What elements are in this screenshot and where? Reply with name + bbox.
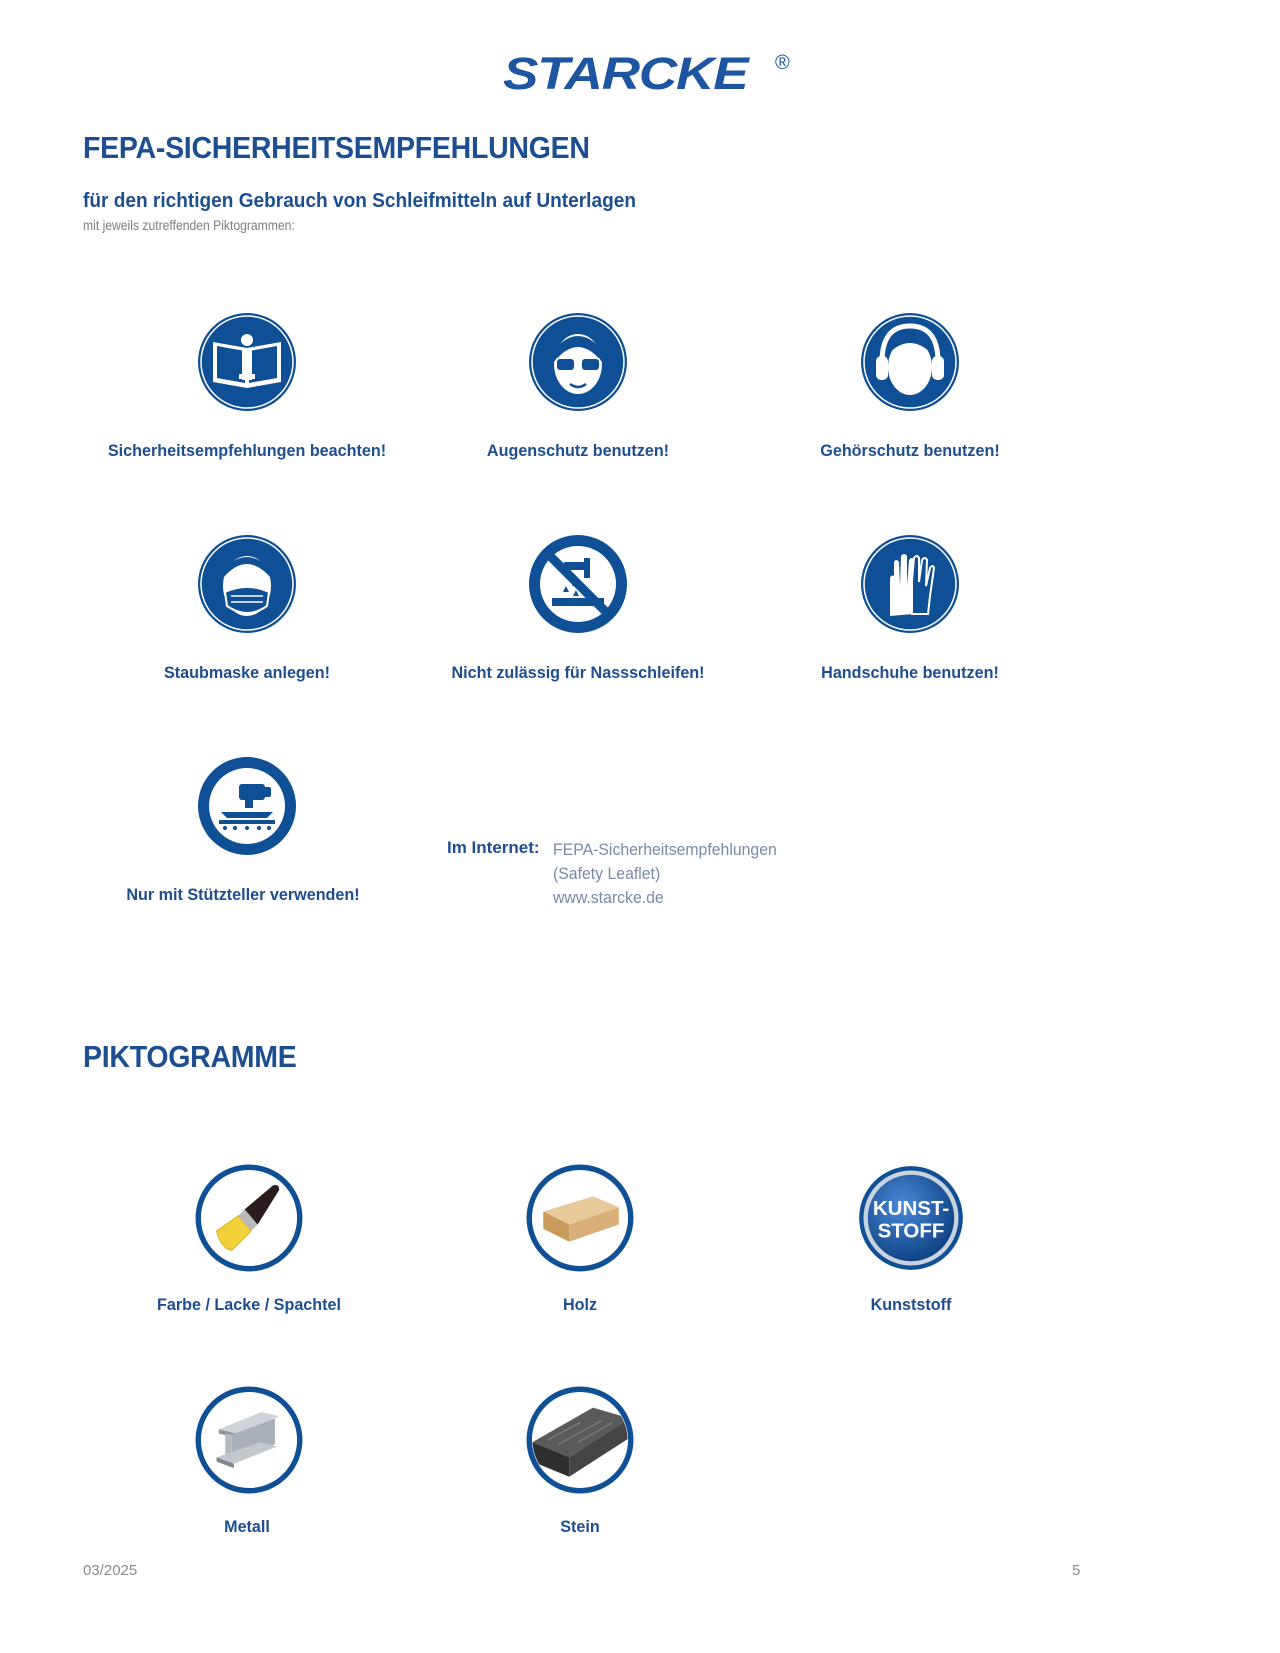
no-wet-grinding-icon <box>528 534 628 634</box>
internet-line: FEPA-Sicherheitsempfehlungen <box>553 840 777 859</box>
backing-pad-icon <box>197 756 297 856</box>
pictogram-label: Kunststoff <box>870 1295 952 1314</box>
sign-label: Augenschutz benutzen! <box>486 441 670 460</box>
section-note: mit jeweils zutreffenden Piktogrammen: <box>83 218 295 233</box>
footer-date: 03/2025 <box>83 1562 138 1579</box>
sign-label: Staubmaske anlegen! <box>163 663 331 682</box>
section-subtitle: für den richtigen Gebrauch von Schleifmitteln auf Unterlagen <box>83 189 636 212</box>
pictogram-label: Stein <box>560 1517 600 1536</box>
page-number: 5 <box>1072 1562 1081 1579</box>
internet-label: Im Internet: <box>447 838 540 857</box>
gloves-icon <box>860 534 960 634</box>
sign-label: Sicherheitsempfehlungen beachten! <box>107 441 387 460</box>
pictogram-label: Farbe / Lacke / Spachtel <box>156 1295 342 1314</box>
paint-brush-icon <box>195 1164 303 1272</box>
metal-beam-icon <box>195 1386 303 1494</box>
ear-protection-icon <box>860 312 960 412</box>
sign-label: Handschuhe benutzen! <box>821 663 999 682</box>
manual-info-icon <box>197 312 297 412</box>
section-title-safety: FEPA-SICHERHEITSEMPFEHLUNGEN <box>83 130 590 165</box>
registered-mark: ® <box>775 52 790 74</box>
website-link[interactable]: www.starcke.de <box>553 888 664 907</box>
eye-protection-icon <box>528 312 628 412</box>
brand-logo: STARCKE <box>503 48 748 99</box>
sign-label: Nicht zulässig für Nassschleifen! <box>451 663 705 682</box>
wood-icon <box>526 1164 634 1272</box>
section-title-pictograms: PIKTOGRAMME <box>83 1039 297 1074</box>
pictogram-label: Holz <box>562 1295 598 1314</box>
plastic-badge-line2: STOFF <box>877 1219 945 1243</box>
sign-label: Nur mit Stützteller verwenden! <box>126 885 360 904</box>
plastic-badge-line1: KUNST- <box>872 1196 950 1220</box>
stone-icon <box>526 1386 634 1494</box>
sign-label: Gehörschutz benutzen! <box>820 441 1000 460</box>
dust-mask-icon <box>197 534 297 634</box>
pictogram-label: Metall <box>224 1517 270 1536</box>
internet-line: (Safety Leaflet) <box>553 864 661 883</box>
plastic-icon <box>857 1164 965 1272</box>
internet-info <box>553 838 777 910</box>
